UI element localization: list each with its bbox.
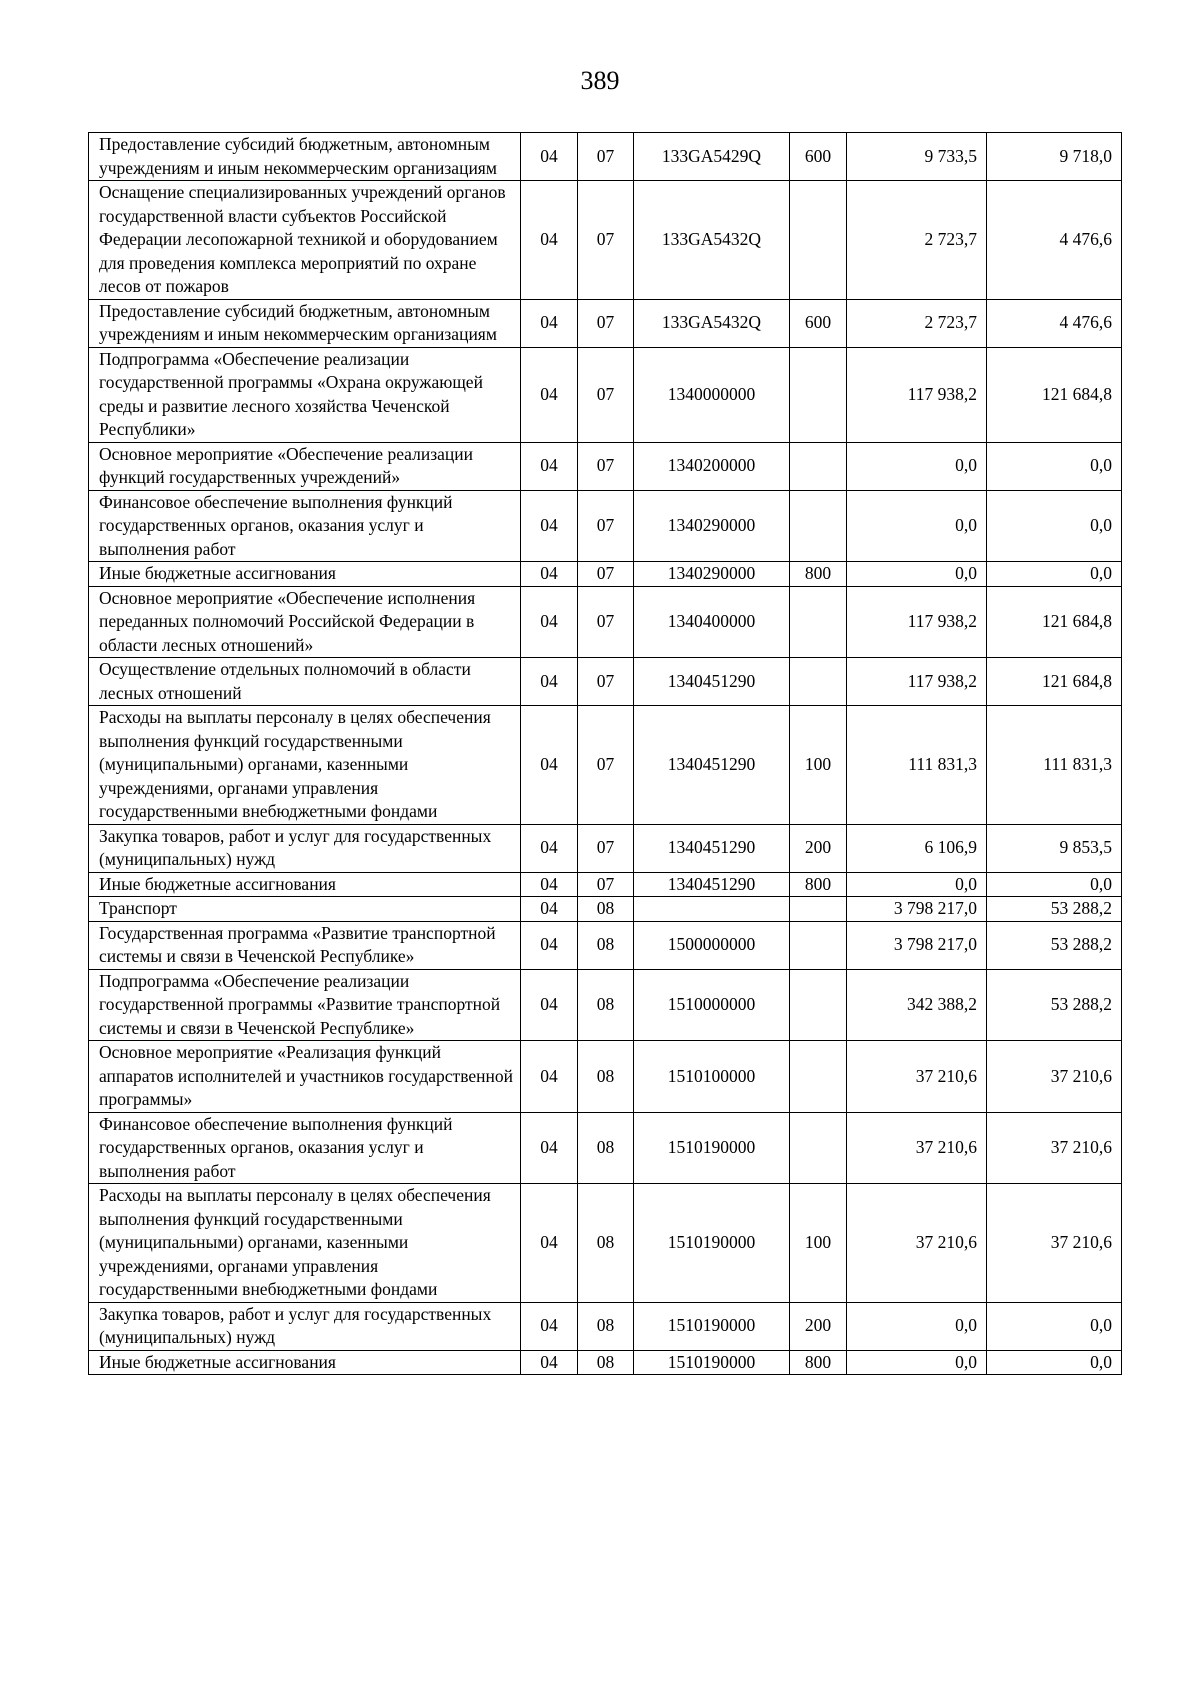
row-name: Транспорт: [89, 897, 521, 922]
section-code: 04: [521, 1350, 578, 1375]
amount-year-1: 9 733,5: [847, 133, 987, 181]
subsection-code: 07: [578, 181, 634, 300]
amount-year-1: 111 831,3: [847, 706, 987, 825]
amount-year-2: 53 288,2: [987, 921, 1122, 969]
expense-type-code: [790, 181, 847, 300]
amount-year-2: 0,0: [987, 872, 1122, 897]
amount-year-2: 0,0: [987, 442, 1122, 490]
amount-year-1: 3 798 217,0: [847, 897, 987, 922]
expense-type-code: 100: [790, 706, 847, 825]
subsection-code: 08: [578, 1350, 634, 1375]
section-code: 04: [521, 1041, 578, 1113]
row-name: Основное мероприятие «Реализация функций аппаратов исполнителей и участников государственной программы»: [89, 1041, 521, 1113]
expense-type-code: [790, 658, 847, 706]
subsection-code: 08: [578, 969, 634, 1041]
section-code: 04: [521, 1184, 578, 1303]
subsection-code: 08: [578, 1302, 634, 1350]
target-article-code: 1510190000: [634, 1112, 790, 1184]
amount-year-2: 4 476,6: [987, 299, 1122, 347]
amount-year-2: 121 684,8: [987, 347, 1122, 442]
subsection-code: 08: [578, 897, 634, 922]
target-article-code: 133GA5432Q: [634, 181, 790, 300]
section-code: 04: [521, 1302, 578, 1350]
target-article-code: 1340451290: [634, 872, 790, 897]
expense-type-code: [790, 490, 847, 562]
row-name: Расходы на выплаты персоналу в целях обеспечения выполнения функций государственными (муниципальными) органами, казенными учреждениями, органами управления государственными внебюджетными фондами: [89, 706, 521, 825]
table-row: [89, 897, 1122, 922]
expense-type-code: 200: [790, 1302, 847, 1350]
amount-year-2: 53 288,2: [987, 897, 1122, 922]
expense-type-code: 600: [790, 133, 847, 181]
target-article-code: 1500000000: [634, 921, 790, 969]
table-row: [89, 872, 1122, 897]
amount-year-2: 121 684,8: [987, 586, 1122, 658]
amount-year-2: 111 831,3: [987, 706, 1122, 825]
target-article-code: 1340451290: [634, 706, 790, 825]
amount-year-1: 117 938,2: [847, 347, 987, 442]
expense-type-code: 100: [790, 1184, 847, 1303]
section-code: 04: [521, 1112, 578, 1184]
row-name: Подпрограмма «Обеспечение реализации государственной программы «Охрана окружающей среды и развитие лесного хозяйства Чеченской Республики»: [89, 347, 521, 442]
expense-type-code: 800: [790, 1350, 847, 1375]
expense-type-code: [790, 347, 847, 442]
target-article-code: 1340400000: [634, 586, 790, 658]
subsection-code: 08: [578, 1184, 634, 1303]
subsection-code: 07: [578, 706, 634, 825]
row-name: Осуществление отдельных полномочий в области лесных отношений: [89, 658, 521, 706]
subsection-code: 07: [578, 586, 634, 658]
amount-year-1: 0,0: [847, 490, 987, 562]
table-row: [89, 562, 1122, 587]
subsection-code: 07: [578, 490, 634, 562]
section-code: 04: [521, 586, 578, 658]
target-article-code: 1510190000: [634, 1184, 790, 1303]
subsection-code: 08: [578, 921, 634, 969]
amount-year-2: 37 210,6: [987, 1041, 1122, 1113]
row-name: Иные бюджетные ассигнования: [89, 562, 521, 587]
target-article-code: 1340290000: [634, 562, 790, 587]
amount-year-2: 37 210,6: [987, 1184, 1122, 1303]
amount-year-2: 9 853,5: [987, 824, 1122, 872]
amount-year-1: 117 938,2: [847, 658, 987, 706]
table-row: [89, 586, 1122, 658]
budget-table: [88, 132, 1122, 1375]
target-article-code: 133GA5429Q: [634, 133, 790, 181]
section-code: 04: [521, 824, 578, 872]
target-article-code: 1340290000: [634, 490, 790, 562]
row-name: Иные бюджетные ассигнования: [89, 872, 521, 897]
expense-type-code: [790, 921, 847, 969]
row-name: Расходы на выплаты персоналу в целях обеспечения выполнения функций государственными (муниципальными) органами, казенными учреждениями, органами управления государственными внебюджетными фондами: [89, 1184, 521, 1303]
amount-year-1: 2 723,7: [847, 299, 987, 347]
subsection-code: 07: [578, 299, 634, 347]
amount-year-2: 0,0: [987, 1350, 1122, 1375]
expense-type-code: [790, 1112, 847, 1184]
row-name: Предоставление субсидий бюджетным, автономным учреждениям и иным некоммерческим организациям: [89, 299, 521, 347]
table-row: [89, 490, 1122, 562]
amount-year-1: 6 106,9: [847, 824, 987, 872]
section-code: 04: [521, 442, 578, 490]
amount-year-1: 0,0: [847, 1350, 987, 1375]
section-code: 04: [521, 299, 578, 347]
section-code: 04: [521, 921, 578, 969]
table-row: [89, 133, 1122, 181]
subsection-code: 07: [578, 872, 634, 897]
amount-year-2: 0,0: [987, 1302, 1122, 1350]
row-name: Предоставление субсидий бюджетным, автономным учреждениям и иным некоммерческим организациям: [89, 133, 521, 181]
subsection-code: 07: [578, 824, 634, 872]
target-article-code: 1340451290: [634, 658, 790, 706]
section-code: 04: [521, 562, 578, 587]
expense-type-code: 600: [790, 299, 847, 347]
row-name: Финансовое обеспечение выполнения функций государственных органов, оказания услуг и выполнения работ: [89, 490, 521, 562]
amount-year-1: 0,0: [847, 442, 987, 490]
amount-year-2: 0,0: [987, 490, 1122, 562]
expense-type-code: [790, 897, 847, 922]
row-name: Государственная программа «Развитие транспортной системы и связи в Чеченской Республике»: [89, 921, 521, 969]
table-row: [89, 658, 1122, 706]
table-row: [89, 706, 1122, 825]
section-code: 04: [521, 969, 578, 1041]
budget-table-body: [89, 133, 1122, 1375]
expense-type-code: 200: [790, 824, 847, 872]
subsection-code: 08: [578, 1112, 634, 1184]
amount-year-2: 4 476,6: [987, 181, 1122, 300]
section-code: 04: [521, 181, 578, 300]
row-name: Закупка товаров, работ и услуг для государственных (муниципальных) нужд: [89, 824, 521, 872]
subsection-code: 07: [578, 658, 634, 706]
amount-year-1: 37 210,6: [847, 1041, 987, 1113]
section-code: 04: [521, 490, 578, 562]
section-code: 04: [521, 133, 578, 181]
row-name: Оснащение специализированных учреждений органов государственной власти субъектов Российской Федерации лесопожарной техникой и оборудованием для проведения комплекса мероприятий по охране лесов от пожаров: [89, 181, 521, 300]
subsection-code: 07: [578, 442, 634, 490]
table-row: [89, 1350, 1122, 1375]
section-code: 04: [521, 347, 578, 442]
amount-year-2: 121 684,8: [987, 658, 1122, 706]
target-article-code: 1340451290: [634, 824, 790, 872]
subsection-code: 07: [578, 133, 634, 181]
target-article-code: 1340000000: [634, 347, 790, 442]
table-row: [89, 921, 1122, 969]
page-number: 389: [580, 66, 620, 95]
expense-type-code: 800: [790, 562, 847, 587]
row-name: Закупка товаров, работ и услуг для государственных (муниципальных) нужд: [89, 1302, 521, 1350]
target-article-code: 1510100000: [634, 1041, 790, 1113]
amount-year-1: 0,0: [847, 562, 987, 587]
row-name: Финансовое обеспечение выполнения функций государственных органов, оказания услуг и выполнения работ: [89, 1112, 521, 1184]
table-row: [89, 1041, 1122, 1113]
target-article-code: 133GA5432Q: [634, 299, 790, 347]
target-article-code: 1510190000: [634, 1302, 790, 1350]
target-article-code: 1510190000: [634, 1350, 790, 1375]
expense-type-code: [790, 442, 847, 490]
amount-year-2: 37 210,6: [987, 1112, 1122, 1184]
subsection-code: 08: [578, 1041, 634, 1113]
target-article-code: 1510000000: [634, 969, 790, 1041]
row-name: Основное мероприятие «Обеспечение реализации функций государственных учреждений»: [89, 442, 521, 490]
expense-type-code: 800: [790, 872, 847, 897]
amount-year-1: 37 210,6: [847, 1184, 987, 1303]
subsection-code: 07: [578, 347, 634, 442]
amount-year-2: 0,0: [987, 562, 1122, 587]
table-row: [89, 1184, 1122, 1303]
amount-year-1: 342 388,2: [847, 969, 987, 1041]
amount-year-1: 37 210,6: [847, 1112, 987, 1184]
section-code: 04: [521, 872, 578, 897]
table-row: [89, 824, 1122, 872]
section-code: 04: [521, 897, 578, 922]
table-row: [89, 299, 1122, 347]
amount-year-1: 2 723,7: [847, 181, 987, 300]
table-row: [89, 442, 1122, 490]
amount-year-1: 3 798 217,0: [847, 921, 987, 969]
expense-type-code: [790, 1041, 847, 1113]
target-article-code: 1340200000: [634, 442, 790, 490]
amount-year-1: 117 938,2: [847, 586, 987, 658]
amount-year-2: 53 288,2: [987, 969, 1122, 1041]
table-row: [89, 969, 1122, 1041]
section-code: 04: [521, 706, 578, 825]
table-row: [89, 1112, 1122, 1184]
table-row: [89, 1302, 1122, 1350]
expense-type-code: [790, 969, 847, 1041]
amount-year-1: 0,0: [847, 872, 987, 897]
row-name: Иные бюджетные ассигнования: [89, 1350, 521, 1375]
table-row: [89, 181, 1122, 300]
subsection-code: 07: [578, 562, 634, 587]
section-code: 04: [521, 658, 578, 706]
amount-year-1: 0,0: [847, 1302, 987, 1350]
row-name: Основное мероприятие «Обеспечение исполнения переданных полномочий Российской Федерации в области лесных отношений»: [89, 586, 521, 658]
amount-year-2: 9 718,0: [987, 133, 1122, 181]
table-row: [89, 347, 1122, 442]
row-name: Подпрограмма «Обеспечение реализации государственной программы «Развитие транспортной системы и связи в Чеченской Республике»: [89, 969, 521, 1041]
target-article-code: [634, 897, 790, 922]
expense-type-code: [790, 586, 847, 658]
